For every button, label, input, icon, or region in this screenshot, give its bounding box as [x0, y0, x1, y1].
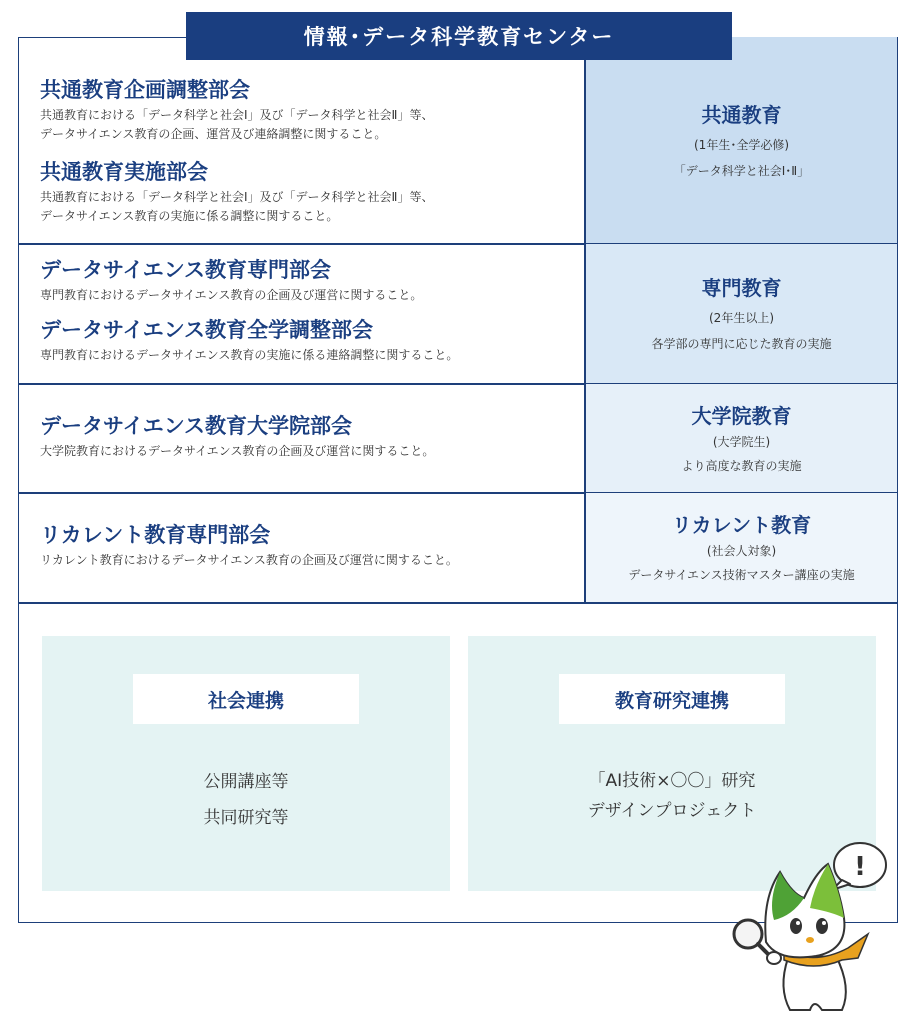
panel-line: 共同研究等 [203, 808, 289, 828]
program-note: 各学部の専門に応じた教育の実施 [651, 337, 832, 351]
department-block [40, 521, 570, 570]
center-title-banner [186, 12, 732, 60]
department-block [40, 76, 570, 144]
program-target: (大学院生) [712, 434, 771, 449]
department-desc: 共通教育における「データ科学と社会Ⅰ」及び「データ科学と社会Ⅱ」等、 [40, 190, 434, 204]
department-block [40, 316, 570, 365]
program-cell-specialized [586, 244, 897, 384]
program-title: 大学院教育 [691, 403, 792, 428]
panel-label: 教育研究連携 [559, 674, 785, 724]
department-title: 共通教育実施部会 [40, 160, 208, 184]
department-desc: 専門教育におけるデータサイエンス教育の企画及び運営に関すること。 [40, 288, 423, 302]
program-cell-recurrent [586, 493, 897, 603]
department-title: データサイエンス教育専門部会 [40, 258, 332, 282]
department-title: リカレント教育専門部会 [40, 523, 271, 547]
department-title: データサイエンス教育全学調整部会 [40, 318, 374, 342]
program-cell-graduate [586, 384, 897, 493]
panel-label: 社会連携 [133, 674, 359, 724]
program-target: (1年生･全学必修) [694, 137, 789, 152]
program-title: リカレント教育 [671, 513, 812, 537]
program-note: より高度な教育の実施 [681, 458, 802, 473]
program-target: (2年生以上) [709, 311, 774, 325]
column-divider [584, 37, 586, 604]
panel-line: デザインプロジェクト [587, 801, 757, 821]
panel-line: 公開講座等 [203, 772, 289, 792]
program-cell-common [586, 37, 897, 244]
department-block [40, 158, 570, 226]
row-divider [18, 602, 898, 604]
center-title: 情報･データ科学教育センター [303, 25, 615, 49]
department-desc: リカレント教育におけるデータサイエンス教育の企画及び運営に関すること。 [40, 553, 458, 567]
department-title: 共通教育企画調整部会 [40, 78, 250, 102]
program-note: 「データ科学と社会Ⅰ･Ⅱ」 [673, 163, 810, 178]
department-block [40, 256, 570, 305]
speech-bubble-icon [832, 843, 886, 890]
department-desc: データサイエンス教育の実施に係る調整に関すること。 [40, 209, 339, 223]
program-note: データサイエンス技術マスター講座の実施 [628, 568, 855, 582]
program-title: 共通教育 [701, 102, 782, 127]
panel-social-collaboration [42, 636, 450, 891]
program-target: (社会人対象) [706, 544, 777, 558]
program-title: 専門教育 [701, 276, 782, 300]
department-desc: 大学院教育におけるデータサイエンス教育の企画及び運営に関すること。 [40, 444, 435, 458]
department-title: データサイエンス教育大学院部会 [40, 414, 353, 438]
department-desc: 専門教育におけるデータサイエンス教育の実施に係る連絡調整に関すること。 [40, 348, 459, 362]
exclamation-mark: ! [854, 852, 866, 882]
department-block [40, 412, 570, 461]
department-desc: 共通教育における「データ科学と社会Ⅰ」及び「データ科学と社会Ⅱ」等、 [40, 108, 434, 122]
mascot-illustration [718, 838, 908, 1018]
department-desc: データサイエンス教育の企画、運営及び連絡調整に関すること。 [40, 127, 387, 141]
panel-line: 「AI技術×〇〇」研究 [588, 771, 756, 791]
